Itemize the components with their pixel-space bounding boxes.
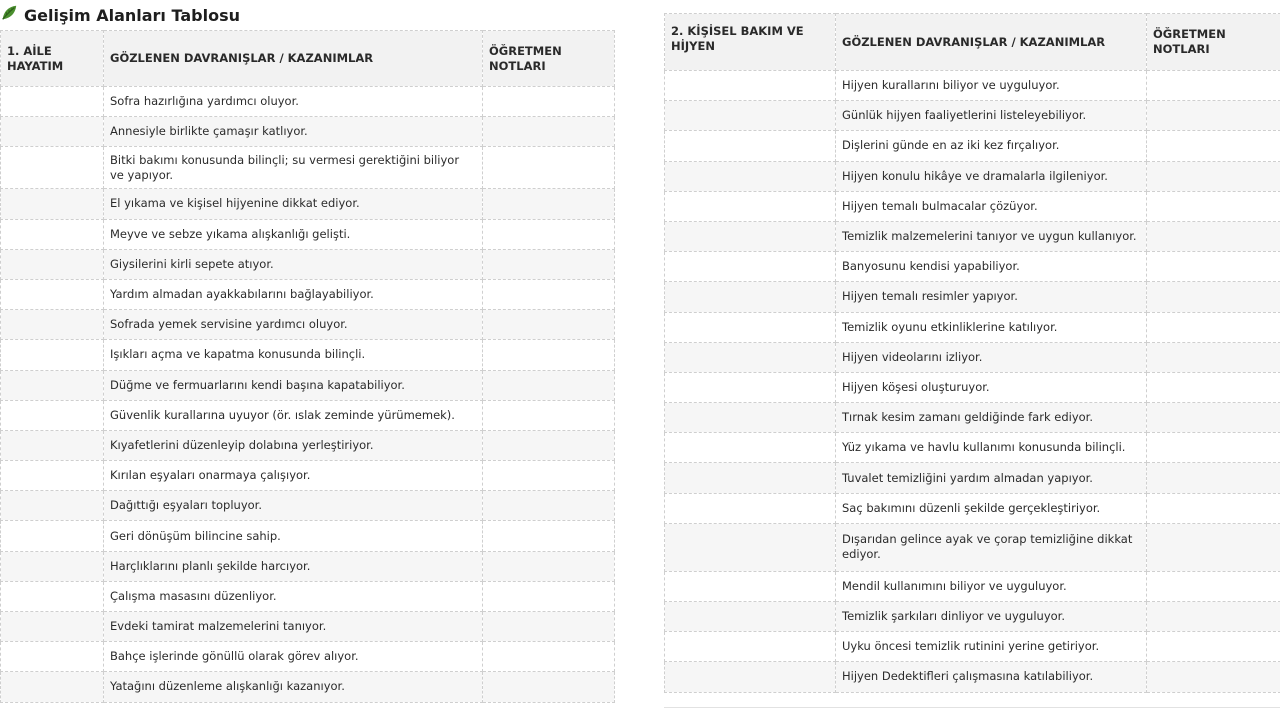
section-cell	[1, 581, 104, 611]
section-cell	[1, 219, 104, 249]
section-cell	[665, 342, 836, 372]
teacher-note-cell[interactable]	[483, 87, 615, 117]
teacher-note-cell[interactable]	[483, 147, 615, 189]
behavior-cell: Yüz yıkama ve havlu kullanımı konusunda bilinçli.	[836, 433, 1147, 463]
section-cell	[1, 430, 104, 460]
teacher-note-cell[interactable]	[1147, 282, 1280, 312]
behavior-cell: Annesiyle birlikte çamaşır katlıyor.	[104, 117, 483, 147]
teacher-note-cell[interactable]	[483, 310, 615, 340]
table-row	[1, 189, 615, 219]
section-cell	[665, 161, 836, 191]
section-cell	[665, 523, 836, 571]
development-table-family-life	[0, 30, 615, 703]
behavior-cell: Bahçe işlerinde gönüllü olarak görev alıyor.	[104, 642, 483, 672]
development-table-personal-care	[664, 13, 1280, 693]
table-row	[665, 523, 1280, 571]
table-row	[665, 252, 1280, 282]
section-cell	[665, 571, 836, 601]
teacher-note-cell[interactable]	[1147, 312, 1280, 342]
section-cell	[665, 662, 836, 692]
behavior-cell: Sofra hazırlığına yardımcı oluyor.	[104, 87, 483, 117]
table-row	[1, 400, 615, 430]
table-row	[665, 221, 1280, 251]
table-row	[1, 370, 615, 400]
teacher-notes-column-header: ÖĞRETMEN NOTLARI	[483, 31, 615, 87]
table-row	[1, 279, 615, 309]
section-cell	[1, 117, 104, 147]
behavior-cell: Hijyen konulu hikâye ve dramalarla ilgileniyor.	[836, 161, 1147, 191]
table-row	[665, 191, 1280, 221]
table-row	[1, 642, 615, 672]
table-row	[1, 581, 615, 611]
section-cell	[1, 642, 104, 672]
table-header-row	[665, 14, 1280, 71]
table-row	[1, 117, 615, 147]
teacher-note-cell[interactable]	[483, 581, 615, 611]
behavior-cell: Sofrada yemek servisine yardımcı oluyor.	[104, 310, 483, 340]
section-cell	[1, 87, 104, 117]
behavior-cell: Uyku öncesi temizlik rutinini yerine getiriyor.	[836, 632, 1147, 662]
table-row	[1, 672, 615, 702]
section-cell	[1, 491, 104, 521]
teacher-note-cell[interactable]	[483, 340, 615, 370]
behavior-cell: Meyve ve sebze yıkama alışkanlığı gelişti.	[104, 219, 483, 249]
behavior-cell: Saç bakımını düzenli şekilde gerçekleştiriyor.	[836, 493, 1147, 523]
page-title-bar	[0, 2, 240, 28]
section-cell	[665, 493, 836, 523]
table-row	[665, 403, 1280, 433]
behaviors-column-header: GÖZLENEN DAVRANIŞLAR / KAZANIMLAR	[104, 31, 483, 87]
teacher-note-cell[interactable]	[1147, 221, 1280, 251]
table-row	[665, 493, 1280, 523]
table-row	[1, 249, 615, 279]
section-cell	[665, 372, 836, 402]
behavior-cell: Hijyen kurallarını biliyor ve uyguluyor.	[836, 71, 1147, 101]
teacher-notes-column-header: ÖĞRETMEN NOTLARI	[1147, 14, 1280, 71]
section-cell	[1, 147, 104, 189]
teacher-note-cell[interactable]	[1147, 161, 1280, 191]
section-cell	[1, 249, 104, 279]
teacher-note-cell[interactable]	[1147, 433, 1280, 463]
teacher-note-cell[interactable]	[1147, 372, 1280, 402]
section-cell	[1, 310, 104, 340]
table-row	[1, 612, 615, 642]
behavior-cell: Tuvalet temizliğini yardım almadan yapıyor.	[836, 463, 1147, 493]
teacher-note-cell[interactable]	[483, 189, 615, 219]
behavior-cell: Tırnak kesim zamanı geldiğinde fark ediyor.	[836, 403, 1147, 433]
teacher-note-cell[interactable]	[483, 370, 615, 400]
section-cell	[1, 340, 104, 370]
table-row	[665, 372, 1280, 402]
table-row	[1, 87, 615, 117]
behaviors-column-header: GÖZLENEN DAVRANIŞLAR / KAZANIMLAR	[836, 14, 1147, 71]
teacher-note-cell[interactable]	[1147, 252, 1280, 282]
teacher-note-cell[interactable]	[1147, 493, 1280, 523]
behavior-cell: Temizlik şarkıları dinliyor ve uyguluyor.	[836, 602, 1147, 632]
table-row	[665, 342, 1280, 372]
behavior-cell: Hijyen köşesi oluşturuyor.	[836, 372, 1147, 402]
behavior-cell: Yardım almadan ayakkabılarını bağlayabiliyor.	[104, 279, 483, 309]
table-row	[665, 433, 1280, 463]
section-cell	[1, 521, 104, 551]
teacher-note-cell[interactable]	[483, 117, 615, 147]
table-header-row	[1, 31, 615, 87]
section-cell	[665, 252, 836, 282]
table-row	[665, 571, 1280, 601]
teacher-note-cell[interactable]	[1147, 342, 1280, 372]
behavior-cell: Hijyen temalı bulmacalar çözüyor.	[836, 191, 1147, 221]
section-cell	[665, 463, 836, 493]
behavior-cell: Harçlıklarını planlı şekilde harcıyor.	[104, 551, 483, 581]
table-row	[1, 491, 615, 521]
behavior-cell: Giysilerini kirli sepete atıyor.	[104, 249, 483, 279]
behavior-cell: Hijyen Dedektifleri çalışmasına katılabiliyor.	[836, 662, 1147, 692]
behavior-cell: Banyosunu kendisi yapabiliyor.	[836, 252, 1147, 282]
section-cell	[665, 191, 836, 221]
behavior-cell: Yatağını düzenleme alışkanlığı kazanıyor.	[104, 672, 483, 702]
teacher-note-cell[interactable]	[483, 400, 615, 430]
table-row	[1, 310, 615, 340]
table-row	[665, 71, 1280, 101]
behavior-cell: Evdeki tamirat malzemelerini tanıyor.	[104, 612, 483, 642]
behavior-cell: Dışarıdan gelince ayak ve çorap temizliğine dikkat ediyor.	[836, 523, 1147, 571]
table-row	[665, 161, 1280, 191]
section-cell	[1, 279, 104, 309]
table-row	[665, 463, 1280, 493]
teacher-note-cell[interactable]	[483, 219, 615, 249]
behavior-cell: Dağıttığı eşyaları topluyor.	[104, 491, 483, 521]
teacher-note-cell[interactable]	[1147, 403, 1280, 433]
teacher-note-cell[interactable]	[1147, 632, 1280, 662]
divider	[664, 707, 1280, 708]
teacher-note-cell[interactable]	[483, 551, 615, 581]
teacher-note-cell[interactable]	[1147, 131, 1280, 161]
table-row	[665, 312, 1280, 342]
behavior-cell: Geri dönüşüm bilincine sahip.	[104, 521, 483, 551]
teacher-note-cell[interactable]	[1147, 191, 1280, 221]
section-cell	[665, 312, 836, 342]
behavior-cell: Düğme ve fermuarlarını kendi başına kapatabiliyor.	[104, 370, 483, 400]
section-cell	[1, 400, 104, 430]
section-header: 1. AİLE HAYATIM	[1, 31, 104, 87]
behavior-cell: El yıkama ve kişisel hijyenine dikkat ediyor.	[104, 189, 483, 219]
teacher-note-cell[interactable]	[1147, 463, 1280, 493]
behavior-cell: Temizlik oyunu etkinliklerine katılıyor.	[836, 312, 1147, 342]
section-cell	[665, 403, 836, 433]
behavior-cell: Hijyen videolarını izliyor.	[836, 342, 1147, 372]
teacher-note-cell[interactable]	[483, 642, 615, 672]
teacher-note-cell[interactable]	[483, 612, 615, 642]
table-row	[1, 219, 615, 249]
table-row	[665, 131, 1280, 161]
section-cell	[1, 672, 104, 702]
section-cell	[665, 101, 836, 131]
behavior-cell: Mendil kullanımını biliyor ve uyguluyor.	[836, 571, 1147, 601]
table-row	[1, 551, 615, 581]
section-cell	[665, 71, 836, 101]
section-cell	[665, 632, 836, 662]
behavior-cell: Işıkları açma ve kapatma konusunda bilinçli.	[104, 340, 483, 370]
section-cell	[1, 189, 104, 219]
section-cell	[1, 612, 104, 642]
teacher-note-cell[interactable]	[483, 430, 615, 460]
table-row	[665, 282, 1280, 312]
table-row	[1, 521, 615, 551]
behavior-cell: Kıyafetlerini düzenleyip dolabına yerleştiriyor.	[104, 430, 483, 460]
table-body	[665, 71, 1280, 693]
behavior-cell: Hijyen temalı resimler yapıyor.	[836, 282, 1147, 312]
section-cell	[1, 461, 104, 491]
teacher-note-cell[interactable]	[483, 521, 615, 551]
teacher-note-cell[interactable]	[483, 461, 615, 491]
section-cell	[665, 221, 836, 251]
behavior-cell: Çalışma masasını düzenliyor.	[104, 581, 483, 611]
table-row	[1, 340, 615, 370]
table-row	[1, 430, 615, 460]
leaf-icon	[0, 4, 18, 26]
teacher-note-cell[interactable]	[483, 672, 615, 702]
teacher-note-cell[interactable]	[483, 491, 615, 521]
section-cell	[665, 602, 836, 632]
section-cell	[665, 131, 836, 161]
table-row	[665, 101, 1280, 131]
behavior-cell: Kırılan eşyaları onarmaya çalışıyor.	[104, 461, 483, 491]
section-cell	[1, 370, 104, 400]
table-row	[1, 461, 615, 491]
section-header: 2. KİŞİSEL BAKIM VE HİJYEN	[665, 14, 836, 71]
teacher-note-cell[interactable]	[1147, 602, 1280, 632]
table-row	[665, 662, 1280, 692]
behavior-cell: Dişlerini günde en az iki kez fırçalıyor.	[836, 131, 1147, 161]
table-row	[1, 147, 615, 189]
behavior-cell: Güvenlik kurallarına uyuyor (ör. ıslak zeminde yürümemek).	[104, 400, 483, 430]
section-cell	[1, 551, 104, 581]
table-row	[665, 602, 1280, 632]
teacher-note-cell[interactable]	[483, 279, 615, 309]
table-body	[1, 87, 615, 703]
behavior-cell: Temizlik malzemelerini tanıyor ve uygun kullanıyor.	[836, 221, 1147, 251]
behavior-cell: Bitki bakımı konusunda bilinçli; su vermesi gerektiğini biliyor ve yapıyor.	[104, 147, 483, 189]
teacher-note-cell[interactable]	[1147, 101, 1280, 131]
teacher-note-cell[interactable]	[1147, 662, 1280, 692]
teacher-note-cell[interactable]	[1147, 571, 1280, 601]
section-cell	[665, 433, 836, 463]
teacher-note-cell[interactable]	[1147, 71, 1280, 101]
teacher-note-cell[interactable]	[1147, 523, 1280, 571]
teacher-note-cell[interactable]	[483, 249, 615, 279]
section-cell	[665, 282, 836, 312]
table-row	[665, 632, 1280, 662]
page-title: Gelişim Alanları Tablosu	[24, 5, 240, 25]
behavior-cell: Günlük hijyen faaliyetlerini listeleyebiliyor.	[836, 101, 1147, 131]
